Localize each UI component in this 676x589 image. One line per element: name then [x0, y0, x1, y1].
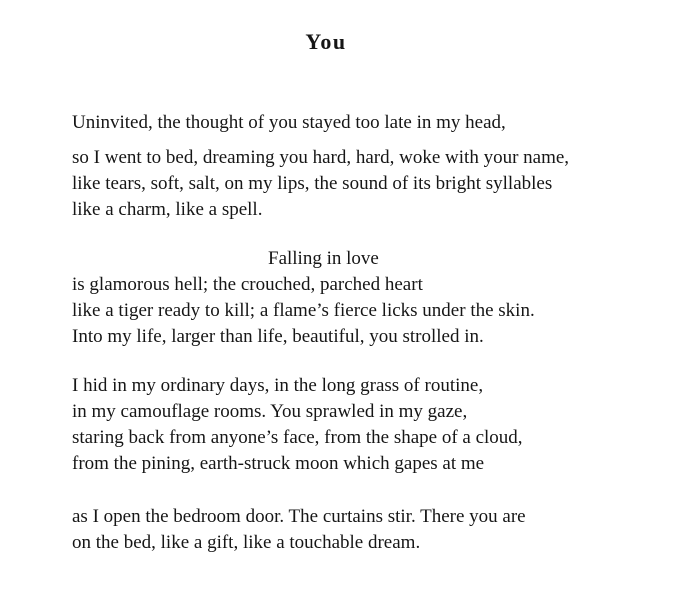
poem-line: Falling in love: [268, 248, 379, 269]
poem-line: like a charm, like a spell.: [72, 199, 263, 220]
poem-title: You: [305, 29, 347, 54]
poem-line: like tears, soft, salt, on my lips, the sound of its bright syllables: [72, 173, 553, 194]
poem-line: on the bed, like a gift, like a touchable dream.: [72, 532, 421, 553]
poem-line: I hid in my ordinary days, in the long grass of routine,: [72, 375, 484, 396]
poem-line: like a tiger ready to kill; a flame’s fierce licks under the skin.: [72, 300, 535, 321]
poem-line: is glamorous hell; the crouched, parched heart: [72, 274, 423, 295]
poem-line: as I open the bedroom door. The curtains stir. There you are: [72, 506, 526, 527]
poem-line: so I went to bed, dreaming you hard, hard, woke with your name,: [72, 147, 570, 168]
poem-line: in my camouflage rooms. You sprawled in my gaze,: [72, 401, 468, 422]
poem-line: from the pining, earth-struck moon which gapes at me: [72, 453, 485, 474]
poem-line: staring back from anyone’s face, from the shape of a cloud,: [72, 427, 523, 448]
poem-line: Into my life, larger than life, beautiful, you strolled in.: [72, 326, 484, 347]
poem-line: Uninvited, the thought of you stayed too late in my head,: [72, 112, 506, 133]
